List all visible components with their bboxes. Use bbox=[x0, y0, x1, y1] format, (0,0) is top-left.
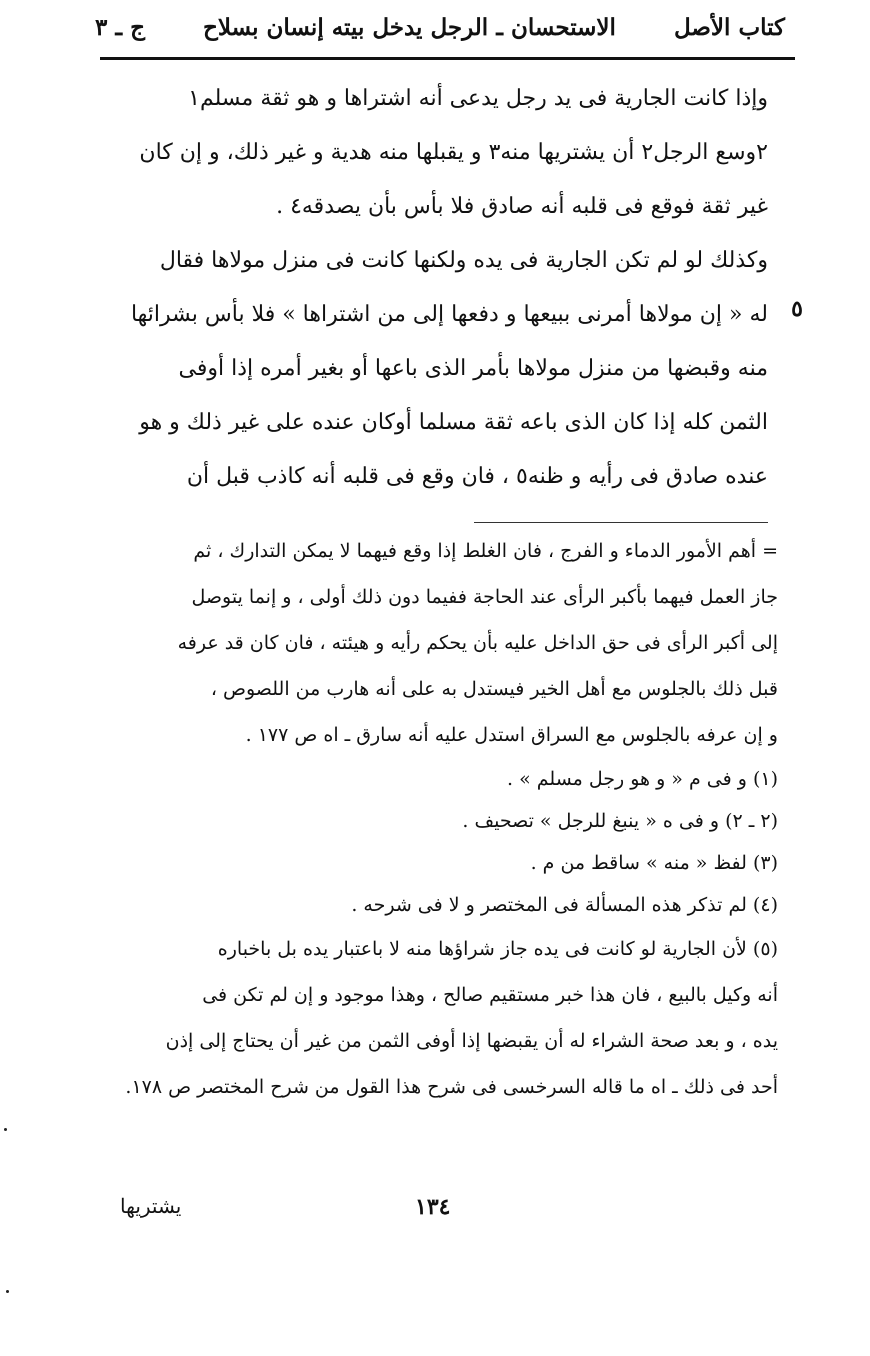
footnote-3: (٣) لفظ « منه » ساقط من م . bbox=[530, 852, 778, 874]
scan-speck bbox=[6, 1290, 9, 1293]
text-line: له « إن مولاها أمرنى ببيعها و دفعها إلى من اشتراها » فلا بأس بشرائها bbox=[130, 302, 768, 327]
page-number: ١٣٤ bbox=[415, 1194, 451, 1220]
line-number-marker: ٥ bbox=[791, 296, 803, 322]
chapter-title: الاستحسان ـ الرجل يدخل بيته إنسان بسلاح bbox=[203, 13, 616, 41]
footnote-5-line: أحد فى ذلك ـ اه ما قاله السرخسى فى شرح هذا القول من شرح المختصر ص ١٧٨. bbox=[125, 1076, 778, 1098]
footnote-rule bbox=[474, 522, 768, 523]
footnote-4: (٤) لم تذكر هذه المسألة فى المختصر و لا فى شرحه . bbox=[351, 894, 778, 916]
scan-speck bbox=[4, 1128, 7, 1131]
text-line: الثمن كله إذا كان الذى باعه ثقة مسلما أوكان عنده على غير ذلك و هو bbox=[139, 410, 768, 435]
footnotes bbox=[118, 528, 778, 1110]
volume-label: ج ـ ٣ bbox=[95, 13, 145, 41]
footnote-5-line: أنه وكيل بالبيع ، فان هذا خبر مستقيم صالح ، وهذا موجود و إن لم تكن فى bbox=[202, 984, 778, 1006]
text-line: وكذلك لو لم تكن الجارية فى يده ولكنها كانت فى منزل مولاها فقال bbox=[159, 248, 768, 273]
footnote-1: (١) و فى م « و هو رجل مسلم » . bbox=[507, 768, 778, 790]
footnote-continuation-line: = أهم الأمور الدماء و الفرج ، فان الغلط إذا وقع فيهما لا يمكن التدارك ، ثم bbox=[193, 540, 778, 562]
footnote-continuation-line: جاز العمل فيهما بأكبر الرأى عند الحاجة ففيما دون ذلك أولى ، و إنما يتوصل bbox=[191, 586, 778, 608]
book-title: كتاب الأصل bbox=[673, 13, 785, 41]
footnote-5-line: (٥) لأن الجارية لو كانت فى يده جاز شراؤها منه لا باعتبار يده بل باخباره bbox=[217, 938, 778, 960]
main-text bbox=[118, 72, 768, 504]
footnote-5-line: يده ، و بعد صحة الشراء له أن يقبضها إذا أوفى الثمن من غير أن يحتاج إلى إذن bbox=[165, 1030, 778, 1052]
text-line: عنده صادق فى رأيه و ظنه٥ ، فان وقع فى قلبه أنه كاذب قبل أن bbox=[186, 464, 768, 489]
running-header bbox=[95, 6, 785, 48]
catchword: يشتريها bbox=[120, 1194, 182, 1218]
header-rule bbox=[100, 57, 795, 60]
footnote-continuation-line: قبل ذلك بالجلوس مع أهل الخير فيستدل به على أنه هارب من اللصوص ، bbox=[210, 678, 778, 700]
text-line: ٢وسع الرجل٢ أن يشتريها منه٣ و يقبلها منه هدية و غير ذلك، و إن كان bbox=[139, 140, 768, 165]
footnote-continuation-line: إلى أكبر الرأى فى حق الداخل عليه بأن يحكم رأيه و هيئته ، فان كان قد عرفه bbox=[177, 632, 778, 654]
footnote-2: (٢ ـ ٢) و فى ه « ينبغ للرجل » تصحيف . bbox=[462, 810, 778, 832]
text-line: غير ثقة فوقع فى قلبه أنه صادق فلا بأس بأن يصدقه٤ . bbox=[276, 194, 768, 219]
text-line: وإذا كانت الجارية فى يد رجل يدعى أنه اشتراها و هو ثقة مسلم١ bbox=[188, 86, 768, 111]
page-footer bbox=[120, 1194, 770, 1234]
footnote-continuation-line: و إن عرفه بالجلوس مع السراق استدل عليه أنه سارق ـ اه ص ١٧٧ . bbox=[245, 724, 778, 746]
text-line: منه وقبضها من منزل مولاها بأمر الذى باعها أو بغير أمره إذا أوفى bbox=[178, 356, 768, 381]
